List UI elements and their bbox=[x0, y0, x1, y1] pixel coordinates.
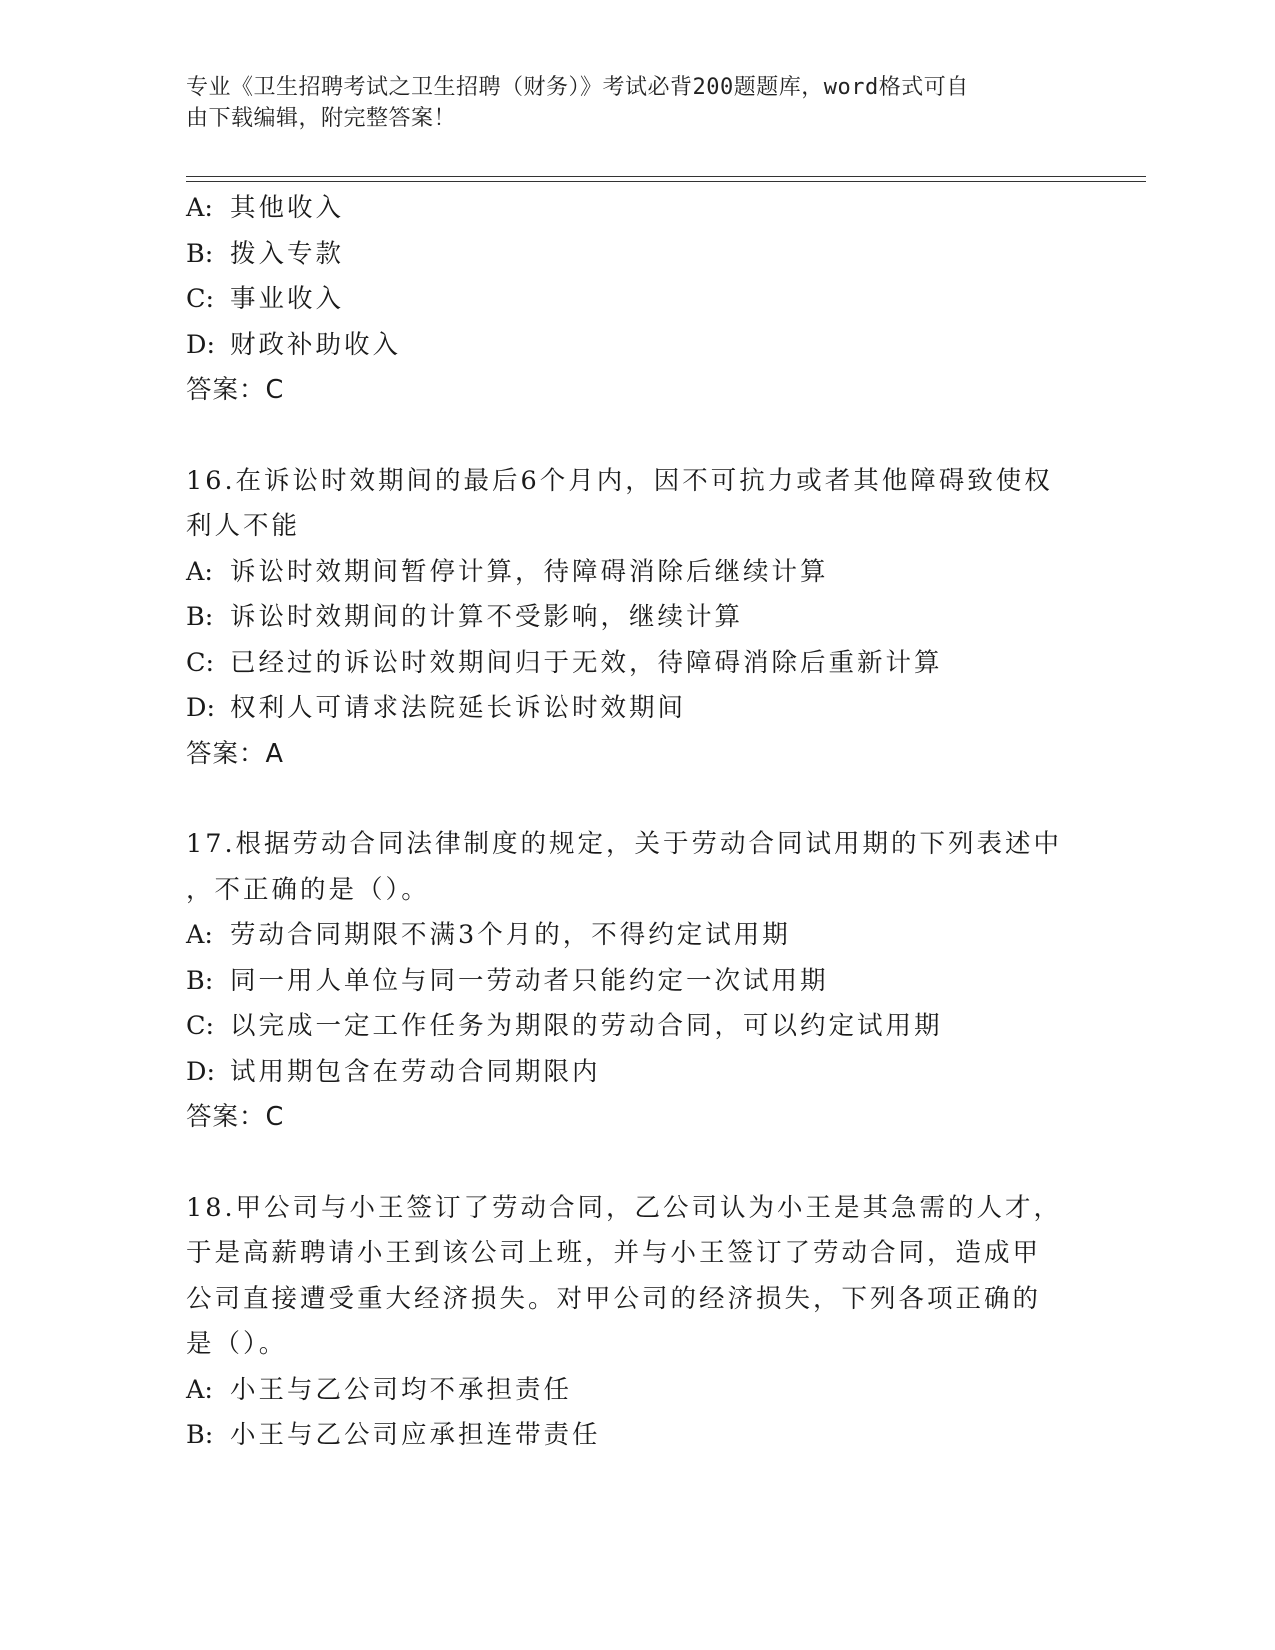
option-a bbox=[186, 913, 1066, 959]
question-stem-line: 18.甲公司与小王签订了劳动合同，乙公司认为小王是其急需的人才， bbox=[186, 1192, 1063, 1223]
question-stem-line: 公司直接遭受重大经济损失。对甲公司的经济损失，下列各项正确的 bbox=[186, 1283, 1042, 1314]
option-d bbox=[186, 323, 1066, 369]
document-header bbox=[186, 72, 1066, 134]
option-text: 劳动合同期限不满3个月的，不得约定试用期 bbox=[230, 920, 791, 950]
option-text: 试用期包含在劳动合同期限内 bbox=[230, 1056, 601, 1087]
option-key: C: bbox=[186, 284, 215, 314]
option-key: C: bbox=[186, 1011, 215, 1041]
question-15-continuation bbox=[186, 186, 1066, 414]
option-text: 权利人可请求法院延长诉讼时效期间 bbox=[230, 693, 687, 723]
question-16 bbox=[186, 459, 1066, 778]
option-key: A: bbox=[186, 193, 214, 223]
spacer bbox=[186, 777, 1066, 822]
spacer bbox=[186, 1141, 1066, 1186]
option-key: A: bbox=[186, 920, 214, 950]
option-key: B: bbox=[186, 965, 214, 996]
question-stem-line: 利人不能 bbox=[186, 511, 301, 541]
option-c bbox=[186, 641, 1066, 687]
option-d bbox=[186, 1050, 1066, 1096]
option-key: B: bbox=[186, 602, 214, 632]
option-b bbox=[186, 232, 1066, 278]
header-divider-top bbox=[186, 176, 1146, 177]
option-text: 已经过的诉讼时效期间归于无效，待障碍消除后重新计算 bbox=[230, 647, 943, 678]
question-17 bbox=[186, 822, 1066, 1141]
spacer bbox=[186, 414, 1066, 459]
option-text: 其他收入 bbox=[230, 193, 345, 223]
option-c bbox=[186, 277, 1066, 323]
option-text: 拨入专款 bbox=[230, 238, 345, 269]
option-b bbox=[186, 959, 1066, 1005]
answer-line: 答案：C bbox=[186, 375, 285, 405]
option-d bbox=[186, 686, 1066, 732]
option-key: C: bbox=[186, 647, 215, 678]
option-text: 同一用人单位与同一劳动者只能约定一次试用期 bbox=[230, 965, 829, 996]
answer-line: 答案：A bbox=[186, 738, 284, 769]
option-key: D: bbox=[186, 693, 216, 723]
option-text: 小王与乙公司均不承担责任 bbox=[230, 1374, 573, 1405]
option-text: 诉讼时效期间的计算不受影响，继续计算 bbox=[230, 602, 744, 632]
question-stem-line: 是（）。 bbox=[186, 1329, 288, 1359]
option-text: 以完成一定工作任务为期限的劳动合同，可以约定试用期 bbox=[230, 1011, 943, 1041]
option-key: A: bbox=[186, 1374, 214, 1405]
header-divider-bottom bbox=[186, 181, 1146, 182]
question-18 bbox=[186, 1186, 1066, 1459]
option-text: 事业收入 bbox=[230, 284, 345, 314]
question-stem-line: ，不正确的是（）。 bbox=[186, 874, 430, 905]
option-b bbox=[186, 595, 1066, 641]
option-a bbox=[186, 1368, 1066, 1414]
question-stem-line: 于是高薪聘请小王到该公司上班，并与小王签订了劳动合同，造成甲 bbox=[186, 1238, 1042, 1268]
option-key: B: bbox=[186, 238, 214, 269]
question-stem-line: 16.在诉讼时效期间的最后6个月内，因不可抗力或者其他障碍致使权 bbox=[186, 465, 1053, 496]
option-a bbox=[186, 550, 1066, 596]
option-key: D: bbox=[186, 329, 216, 360]
question-stem-line: 17.根据劳动合同法律制度的规定，关于劳动合同试用期的下列表述中 bbox=[186, 829, 1063, 859]
question-list bbox=[186, 186, 1066, 1459]
option-a bbox=[186, 186, 1066, 232]
option-b bbox=[186, 1413, 1066, 1459]
answer-line: 答案：C bbox=[186, 1102, 285, 1132]
header-line-1: 专业《卫生招聘考试之卫生招聘（财务）》考试必背200题题库，word格式可自 bbox=[186, 75, 969, 100]
option-text: 财政补助收入 bbox=[230, 329, 402, 360]
option-key: D: bbox=[186, 1056, 216, 1087]
header-line-2: 由下载编辑，附完整答案！ bbox=[186, 106, 457, 131]
option-c bbox=[186, 1004, 1066, 1050]
option-key: A: bbox=[186, 556, 214, 587]
option-text: 诉讼时效期间暂停计算，待障碍消除后继续计算 bbox=[230, 556, 829, 587]
option-text: 小王与乙公司应承担连带责任 bbox=[230, 1420, 601, 1450]
option-key: B: bbox=[186, 1420, 214, 1450]
